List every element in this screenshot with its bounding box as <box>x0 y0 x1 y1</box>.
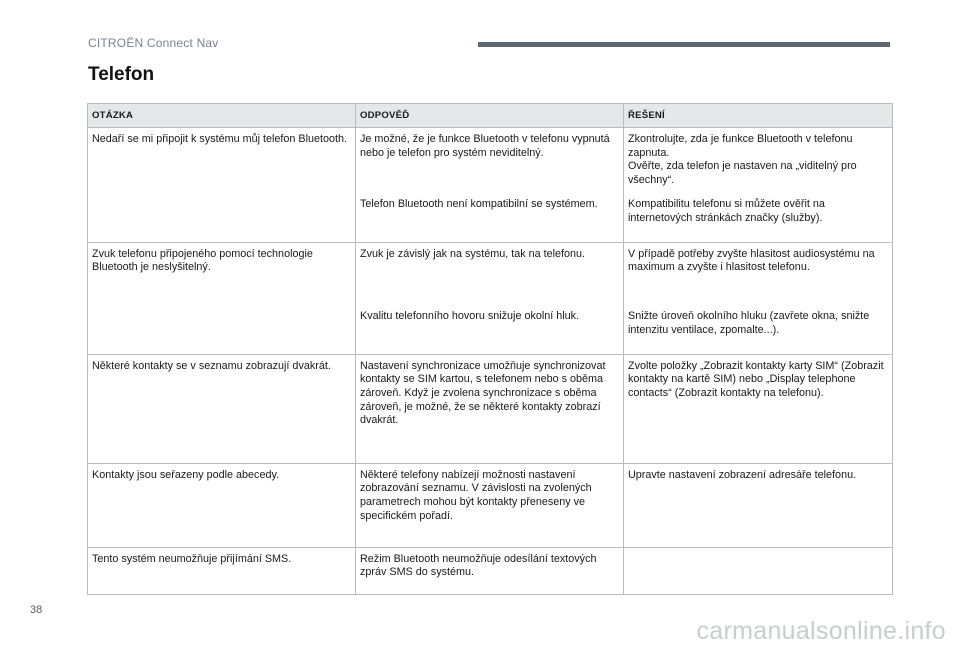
table-row <box>88 354 893 463</box>
header-rule <box>478 42 890 47</box>
answer-cell: Zvuk je závislý jak na systému, tak na telefonu. <box>356 242 624 305</box>
troubleshooting-table <box>87 103 893 595</box>
question-cell: Některé kontakty se v seznamu zobrazují dvakrát. <box>88 354 356 463</box>
table-row <box>88 547 893 594</box>
solution-cell: Zvolte položky „Zobrazit kontakty karty SIM“ (Zobrazit kontakty na kartě SIM) nebo „Display telephone contacts“ (Zobrazit kontakty na telefonu). <box>624 354 893 463</box>
solution-cell: Zkontrolujte, zda je funkce Bluetooth v telefonu zapnuta. Ověřte, zda telefon je nastaven na „viditelný pro všechny“. <box>624 128 893 194</box>
table-row <box>88 463 893 547</box>
column-header-answer: ODPOVĚĎ <box>356 104 624 128</box>
table-header-row <box>88 104 893 128</box>
solution-cell: V případě potřeby zvyšte hlasitost audiosystému na maximum a zvyšte i hlasitost telefonu. <box>624 242 893 305</box>
table-row <box>88 242 893 305</box>
answer-cell: Některé telefony nabízejí možnosti nastavení zobrazování seznamu. V závislosti na zvolených parametrech mohou být kontakty přeneseny ve specifickém pořadí. <box>356 463 624 547</box>
question-cell: Nedaří se mi připojit k systému můj telefon Bluetooth. <box>88 128 356 243</box>
solution-cell: Snižte úroveň okolního hluku (zavřete okna, snižte intenzitu ventilace, zpomalte...). <box>624 305 893 354</box>
page-title: Telefon <box>88 64 155 85</box>
answer-cell: Telefon Bluetooth není kompatibilní se systémem. <box>356 193 624 242</box>
question-cell: Kontakty jsou seřazeny podle abecedy. <box>88 463 356 547</box>
solution-cell: Kompatibilitu telefonu si můžete ověřit na internetových stránkách značky (služby). <box>624 193 893 242</box>
solution-cell <box>624 547 893 594</box>
question-cell: Tento systém neumožňuje přijímání SMS. <box>88 547 356 594</box>
table-row <box>88 128 893 194</box>
answer-cell: Kvalitu telefonního hovoru snižuje okolní hluk. <box>356 305 624 354</box>
watermark: carmanualsonline.info <box>696 617 946 645</box>
question-cell: Zvuk telefonu připojeného pomocí technologie Bluetooth je neslyšitelný. <box>88 242 356 354</box>
running-header: CITROËN Connect Nav <box>88 36 219 50</box>
solution-cell: Upravte nastavení zobrazení adresáře telefonu. <box>624 463 893 547</box>
answer-cell: Je možné, že je funkce Bluetooth v telefonu vypnutá nebo je telefon pro systém neviditelný. <box>356 128 624 194</box>
column-header-question: OTÁZKA <box>88 104 356 128</box>
answer-cell: Režim Bluetooth neumožňuje odesílání textových zpráv SMS do systému. <box>356 547 624 594</box>
page-number: 38 <box>30 604 43 616</box>
answer-cell: Nastavení synchronizace umožňuje synchronizovat kontakty se SIM kartou, s telefonem nebo s oběma zároveň. Když je zvolena synchronizace s oběma zároveň, je možné, že se některé kontakty zobrazí dvakrát. <box>356 354 624 463</box>
column-header-solution: ŘEŠENÍ <box>624 104 893 128</box>
